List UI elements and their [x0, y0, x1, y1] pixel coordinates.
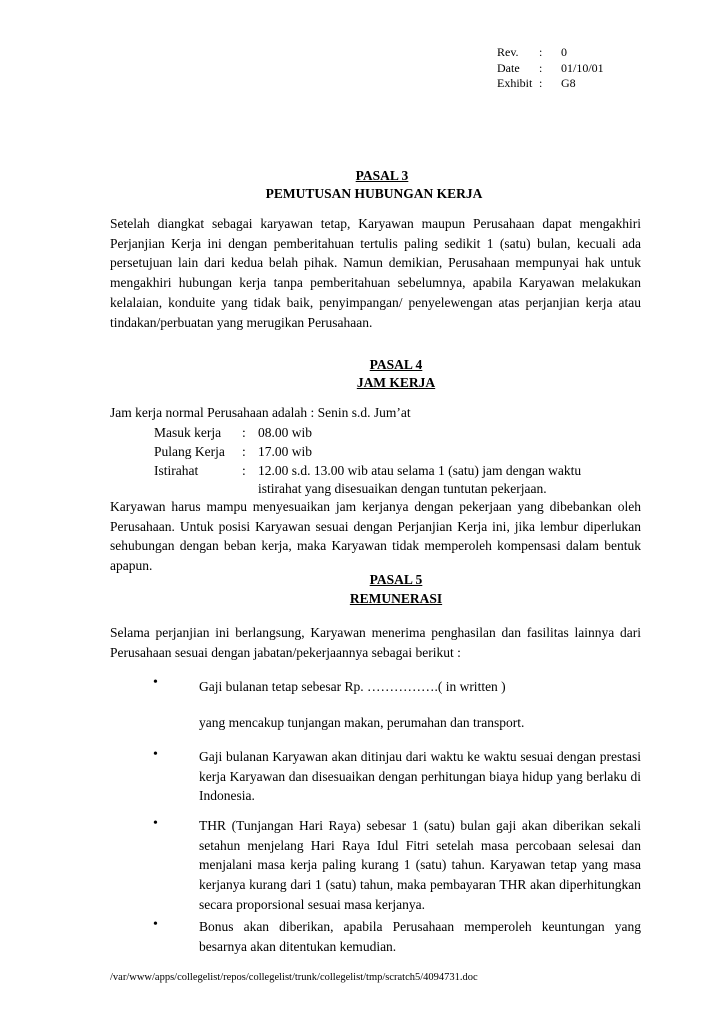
document-meta	[497, 45, 604, 92]
pasal5-number: PASAL 5	[369, 572, 423, 587]
pasal4-body: Karyawan harus mampu menyesuaikan jam kerjanya dengan pekerjaan yang dibebankan oleh Perusahaan. Untuk posisi Karyawan sesuai dengan Perjanjian Kerja ini, jika lembur diperlukan sehubungan dengan beban kerja, maka Karyawan tidak memperoleh kompensasi dalam bentuk apapun.	[110, 499, 641, 574]
bullet-item-salary-note: yang mencakup tunjangan makan, perumahan dan transport.	[199, 715, 525, 730]
pasal3-body: Setelah diangkat sebagai karyawan tetap, Karyawan maupun Perusahaan dapat mengakhiri Perjanjian Kerja ini dengan pemberitahuan tertulis paling sedikit 1 (satu) bulan, kecuali ada persetujuan lain dari kedua belah pihak. Namun demikian, Perusahaan mempunyai hak untuk mengakhiri hubungan kerja tanpa pemberitahuan sebelumnya, apabila Karyawan melakukan kelalaian, konduite yang tidak baik, penyimpangan/ penyelewengan atas perjanjian kerja atau tindakan/perbuatan yang merugikan Perusahaan.	[110, 216, 641, 330]
meta-key: Exhibit	[497, 76, 533, 90]
meta-colon: :	[539, 60, 543, 75]
schedule-value: 17.00 wib	[258, 444, 312, 459]
meta-value: 0	[561, 45, 567, 59]
pasal4-title: JAM KERJA	[356, 375, 436, 390]
meta-key: Rev.	[497, 45, 519, 59]
bullet-icon: •	[153, 747, 158, 762]
bullet-icon: •	[153, 675, 158, 690]
meta-value: 01/10/01	[561, 60, 604, 75]
schedule-label: Pulang Kerja	[154, 444, 225, 459]
meta-colon: :	[539, 45, 543, 59]
pasal5-title: REMUNERASI	[349, 591, 443, 606]
meta-value: G8	[561, 76, 576, 90]
schedule-continuation: istirahat yang disesuaikan dengan tuntutan pekerjaan.	[258, 481, 547, 496]
meta-key: Date	[497, 60, 520, 75]
schedule-value: 12.00 s.d. 13.00 wib atau selama 1 (satu) jam dengan waktu	[258, 463, 582, 478]
schedule-label: Istirahat	[154, 463, 199, 478]
bullet-icon: •	[153, 917, 158, 932]
bullet-item-thr: THR (Tunjangan Hari Raya) sebesar 1 (satu) bulan gaji akan diberikan sekali setahun menjelang Hari Raya Idul Fitri setelah masa percobaan selesai dan menjalani masa kerja paling kurang 1 (satu) tahun. Karyawan tetap yang masa kerjanya kurang dari 1 (satu) tahun, maka pembayaran THR akan diperhitungkan secara proporsional sesuai masa kerjanya.	[199, 818, 641, 912]
meta-exhibit	[497, 76, 604, 92]
schedule-value: 08.00 wib	[258, 425, 312, 440]
bullet-item-review: Gaji bulanan Karyawan akan ditinjau dari waktu ke waktu sesuai dengan prestasi kerja Karyawan dan disesuaikan dengan perhitungan biaya hidup yang berlaku di Indonesia.	[199, 749, 641, 804]
pasal5-intro: Selama perjanjian ini berlangsung, Karyawan menerima penghasilan dan fasilitas lainnya dari Perusahaan sesuai dengan jabatan/pekerjaannya sebagai berikut :	[110, 625, 641, 660]
schedule-colon: :	[242, 463, 246, 478]
footer-file-path: /var/www/apps/collegelist/repos/collegelist/trunk/collegelist/tmp/scratch5/4094731.doc	[110, 972, 478, 983]
schedule-colon: :	[242, 444, 246, 459]
bullet-item-salary: Gaji bulanan tetap sebesar Rp. …………….( in written )	[199, 679, 506, 694]
bullet-icon: •	[153, 816, 158, 831]
pasal3-title: PEMUTUSAN HUBUNGAN KERJA	[265, 186, 483, 201]
pasal3-number: PASAL 3	[355, 168, 409, 183]
pasal4-intro: Jam kerja normal Perusahaan adalah : Senin s.d. Jum’at	[110, 405, 411, 420]
meta-date	[497, 61, 604, 77]
bullet-item-bonus: Bonus akan diberikan, apabila Perusahaan memperoleh keuntungan yang besarnya akan ditentukan kemudian.	[199, 919, 641, 954]
meta-rev	[497, 45, 604, 61]
pasal4-number: PASAL 4	[369, 357, 423, 372]
meta-colon: :	[539, 76, 543, 90]
schedule-label: Masuk kerja	[154, 425, 222, 440]
schedule-colon: :	[242, 425, 246, 440]
